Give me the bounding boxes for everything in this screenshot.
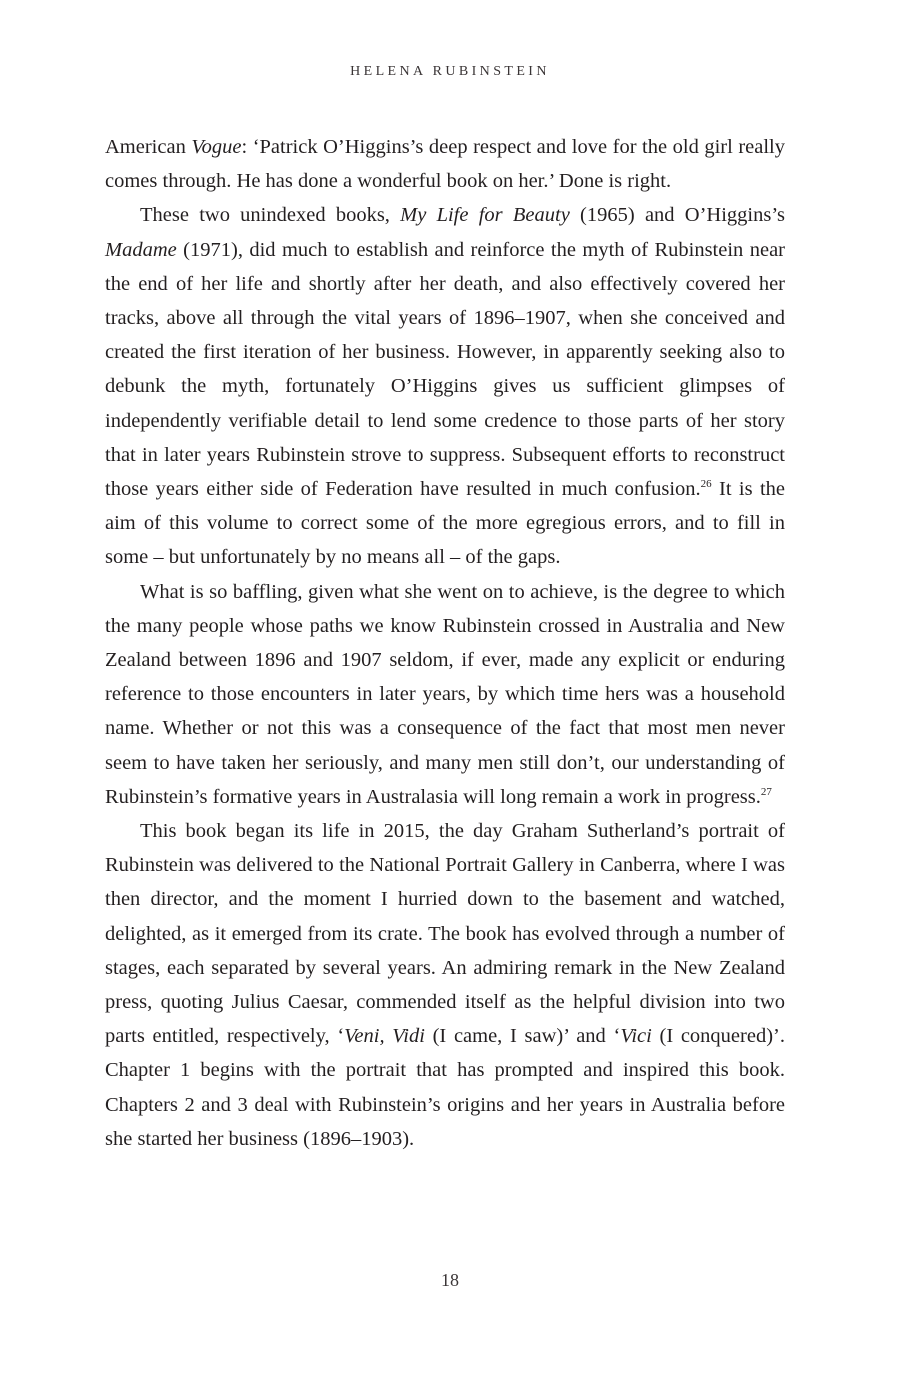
text-run: This book began its life in 2015, the day Graham Sutherland’s portrait of Rubinstein was delivered to the National Portrait Gallery in Canberra, where I was then director, and the moment I hurried down to the basement and watched, delighted, as it emerged from its crate. The book has evolved through a number of stages, each separated by several years. An admiring remark in the New Zealand press, quoting Julius Caesar, commended itself as the helpful division into two parts entitled, respectively, ‘ xyxy=(105,820,785,1048)
text-run: (1965) and O’Higgins’s xyxy=(569,204,786,227)
text-run: American xyxy=(105,136,192,158)
text-run: : ‘Patrick O’Higgins’s deep respect and love for the old girl really comes through. He has done a wonderful book on her.’ Done is right. xyxy=(105,136,786,193)
italic-run: Madame xyxy=(105,238,177,261)
footnote-ref: 26 xyxy=(700,478,712,491)
running-head: HELENA RUBINSTEIN xyxy=(350,64,550,79)
text-run: (I conquered)’. Chapter 1 begins with the portrait that has prompted and inspired this book. Chapters 2 and 3 deal with Rubinstein’s origins and her years in Australia before she started her business (1896–1903). xyxy=(105,1025,785,1150)
paragraph-2 xyxy=(105,198,785,574)
italic-run: My Life for Beauty xyxy=(400,204,570,227)
text-run: (I came, I saw)’ and ‘ xyxy=(424,1025,621,1048)
text-run: (1971), did much to establish and reinforce the myth of Rubinstein near the end of her life and shortly after her death, and also effectively covered her tracks, above all through the vital years of 1896–1907, when she conceived and created the first iteration of her business. However, in apparently seeking also to debunk the myth, fortunately O’Higgins gives us sufficient glimpses of independently verifiable detail to lend some credence to those parts of her story that in later years Rubinstein strove to suppress. Subsequent efforts to reconstruct those years either side of Federation have resulted in much confusion. xyxy=(105,238,785,501)
text-run: What is so baffling, given what she went on to achieve, is the degree to which the many people whose paths we know Rubinstein crossed in Australia and New Zealand between 1896 and 1907 seldom, if ever, made any explicit or enduring reference to those encounters in later years, by which time hers was a household name. Whether or not this was a consequence of the fact that most men never seem to have taken her seriously, and many men still don’t, our understanding of Rubinstein’s formative years in Australasia will long remain a work in progress. xyxy=(105,580,785,808)
italic-run: Vici xyxy=(620,1025,652,1048)
italic-run: Veni, Vidi xyxy=(344,1025,425,1048)
text-run: These two unindexed books, xyxy=(140,204,401,227)
paragraph-1 xyxy=(105,130,785,198)
body-text xyxy=(105,130,785,1156)
paragraph-3 xyxy=(105,575,785,814)
text-run: It is the aim of this volume to correct some of the more egregious errors, and to fill in some – but unfortunately by no means all – of the gaps. xyxy=(105,478,785,569)
footnote-ref: 27 xyxy=(760,785,772,798)
page-number: 18 xyxy=(441,1270,459,1290)
italic-run: Vogue xyxy=(191,136,242,158)
paragraph-4 xyxy=(105,814,785,1156)
